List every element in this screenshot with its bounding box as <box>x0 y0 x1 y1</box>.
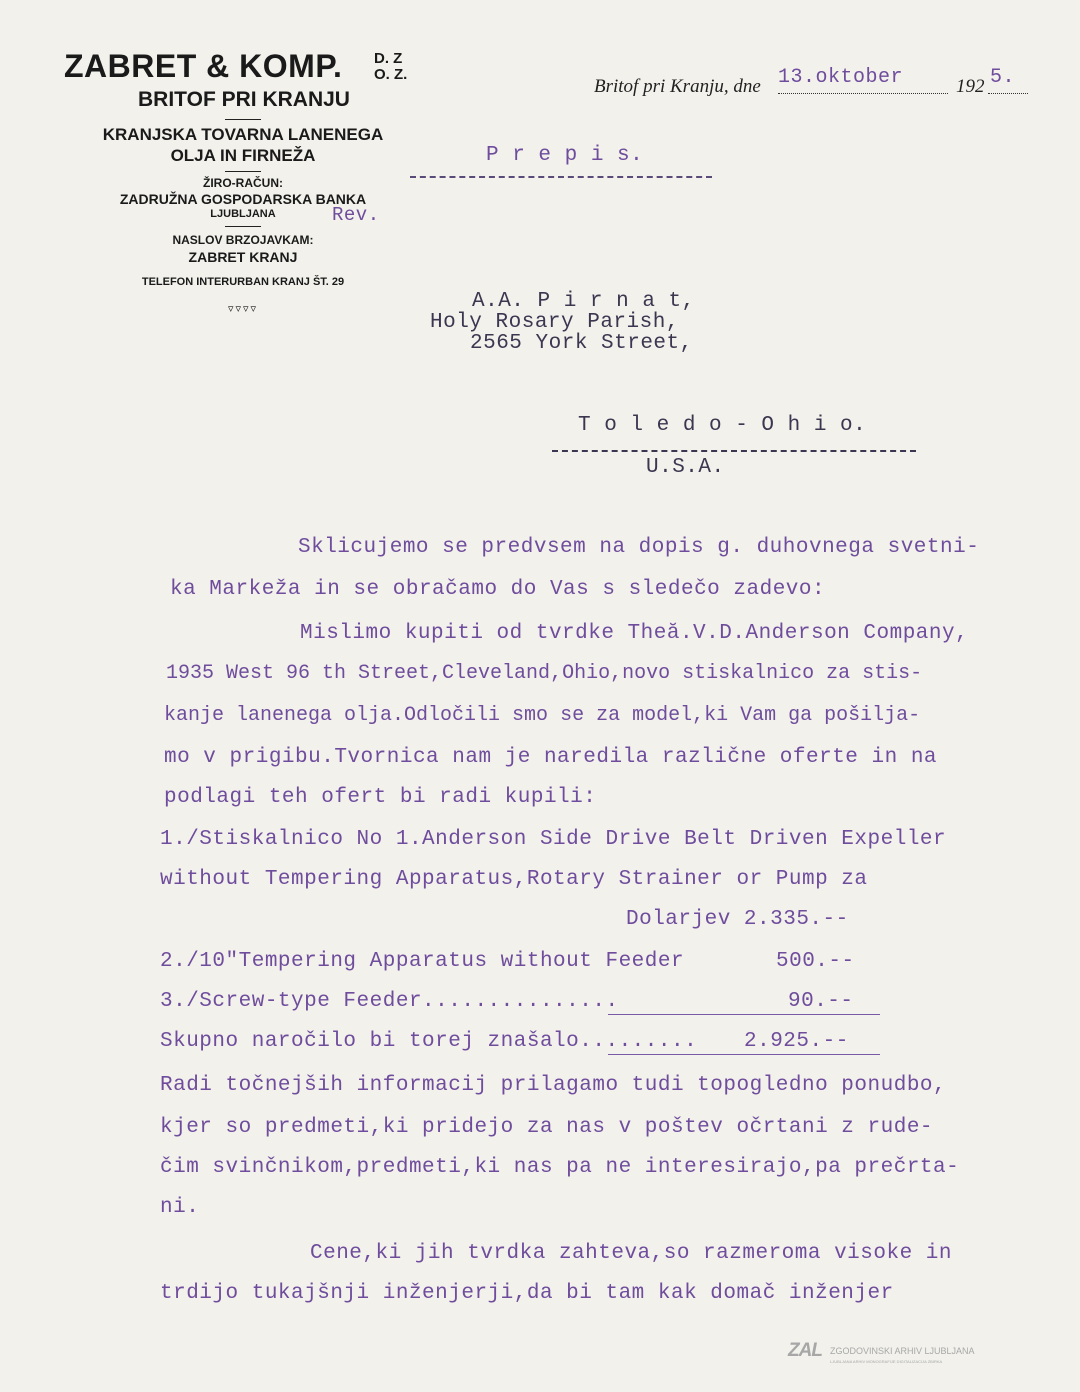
phone-line: TELEFON INTERURBAN KRANJ ŠT. 29 <box>141 276 345 288</box>
recipient-city: T o l e d o - O h i o. <box>578 414 867 437</box>
factory-line-1: KRANJSKA TOVARNA LANENEGA <box>102 125 384 144</box>
company-city: BRITOF PRI KRANJU <box>138 88 350 111</box>
body-line-12: Cene,ki jih tvrdka zahteva,so razmeroma visoke in <box>310 1242 953 1265</box>
city-dashed-underline <box>552 450 916 452</box>
body-line-8: Radi točnejših informacij prilagamo tudi topogledno ponudbo, <box>160 1074 947 1097</box>
ornament: ▿▿▿▿ <box>227 303 259 315</box>
archive-name: ZGODOVINSKI ARHIV LJUBLJANA <box>830 1346 975 1356</box>
bank-city: LJUBLJANA <box>210 208 276 220</box>
total-description: Skupno naročilo bi torej znašalo......... <box>160 1030 698 1053</box>
legal-form-bottom: O. Z. <box>374 66 408 83</box>
body-line-4: 1935 West 96 th Street,Cleveland,Ohio,novo stiskalnico za stis- <box>166 662 923 685</box>
date-year-prefix: 192 <box>956 76 985 97</box>
date-place: Britof pri Kranju, dne <box>594 76 761 97</box>
recipient-street: 2565 York Street, <box>470 332 693 355</box>
body-line-2: ka Markeža in se obračamo do Vas s sledečo zadevo: <box>170 578 826 601</box>
item-3-description: 3./Screw-type Feeder............... <box>160 990 619 1013</box>
telegram-address: ZABRET KRANJ <box>188 249 298 265</box>
year-dotted-line <box>988 93 1028 94</box>
factory-line-2: OLJA IN FIRNEŽA <box>170 146 316 165</box>
archive-subline: LJUBLJANA ARHIV MONOGRAFIJE DIGITALIZACIJA ZBIRKA <box>830 1359 943 1364</box>
letterhead-rule-2 <box>225 171 261 172</box>
bank-label: ŽIRO-RAČUN: <box>203 176 283 190</box>
company-name: ZABRET & KOMP. <box>64 48 343 84</box>
item-1-line-1: 1./Stiskalnico No 1.Anderson Side Drive Belt Driven Expeller <box>160 828 947 851</box>
archive-logo: ZAL <box>788 1340 822 1361</box>
item-2-description: 2./10"Tempering Apparatus without Feeder <box>160 950 685 973</box>
item-3-price: 90.-- <box>788 990 854 1013</box>
item-3-underline <box>608 1014 880 1015</box>
rev-abbreviation: Rev. <box>332 204 380 226</box>
body-line-13: trdijo tukajšnji inženjerji,da bi tam kak domač inženjer <box>160 1282 894 1305</box>
legal-form-top: D. Z <box>374 50 403 67</box>
item-1-line-2: without Tempering Apparatus,Rotary Strainer or Pump za <box>160 868 868 891</box>
letterhead-rule-1 <box>225 119 261 120</box>
letterhead-rule-3 <box>225 226 261 227</box>
body-line-3: Mislimo kupiti od tvrdke Theă.V.D.Anderson Company, <box>300 622 969 645</box>
heading-prepis: P r e p i s. <box>486 144 644 167</box>
body-line-7: podlagi teh ofert bi radi kupili: <box>164 786 597 809</box>
body-line-5: kanje lanenega olja.Odločili smo se za model,ki Vam ga pošilja- <box>164 704 921 727</box>
recipient-country: U.S.A. <box>646 456 725 479</box>
item-1-price: Dolarjev 2.335.-- <box>626 908 849 931</box>
recipient-parish: Holy Rosary Parish, <box>430 311 679 334</box>
total-underline <box>608 1054 880 1055</box>
body-line-6: mo v prigibu.Tvornica nam je naredila različne oferte in na <box>164 746 938 769</box>
date-year-digit: 5. <box>990 66 1016 89</box>
body-line-10: čim svinčnikom,predmeti,ki nas pa ne interesirajo,pa prečrta- <box>160 1156 960 1179</box>
date-dotted-line <box>778 93 948 94</box>
body-line-1: Sklicujemo se predvsem na dopis g. duhovnega svetni- <box>298 536 980 559</box>
total-price: 2.925.-- <box>744 1030 849 1053</box>
telegram-label: NASLOV BRZOJAVKAM: <box>172 233 314 247</box>
heading-dashed-underline <box>410 176 712 178</box>
body-line-9: kjer so predmeti,ki pridejo za nas v poštev očrtani z rude- <box>160 1116 934 1139</box>
item-2-price: 500.-- <box>776 950 855 973</box>
recipient-name: A.A. P i r n a t, <box>472 290 695 313</box>
date-value: 13.oktober <box>778 66 904 89</box>
archive-watermark <box>788 1340 975 1370</box>
body-line-11: ni. <box>160 1196 200 1219</box>
bank-name: ZADRUŽNA GOSPODARSKA BANKA <box>119 191 367 207</box>
